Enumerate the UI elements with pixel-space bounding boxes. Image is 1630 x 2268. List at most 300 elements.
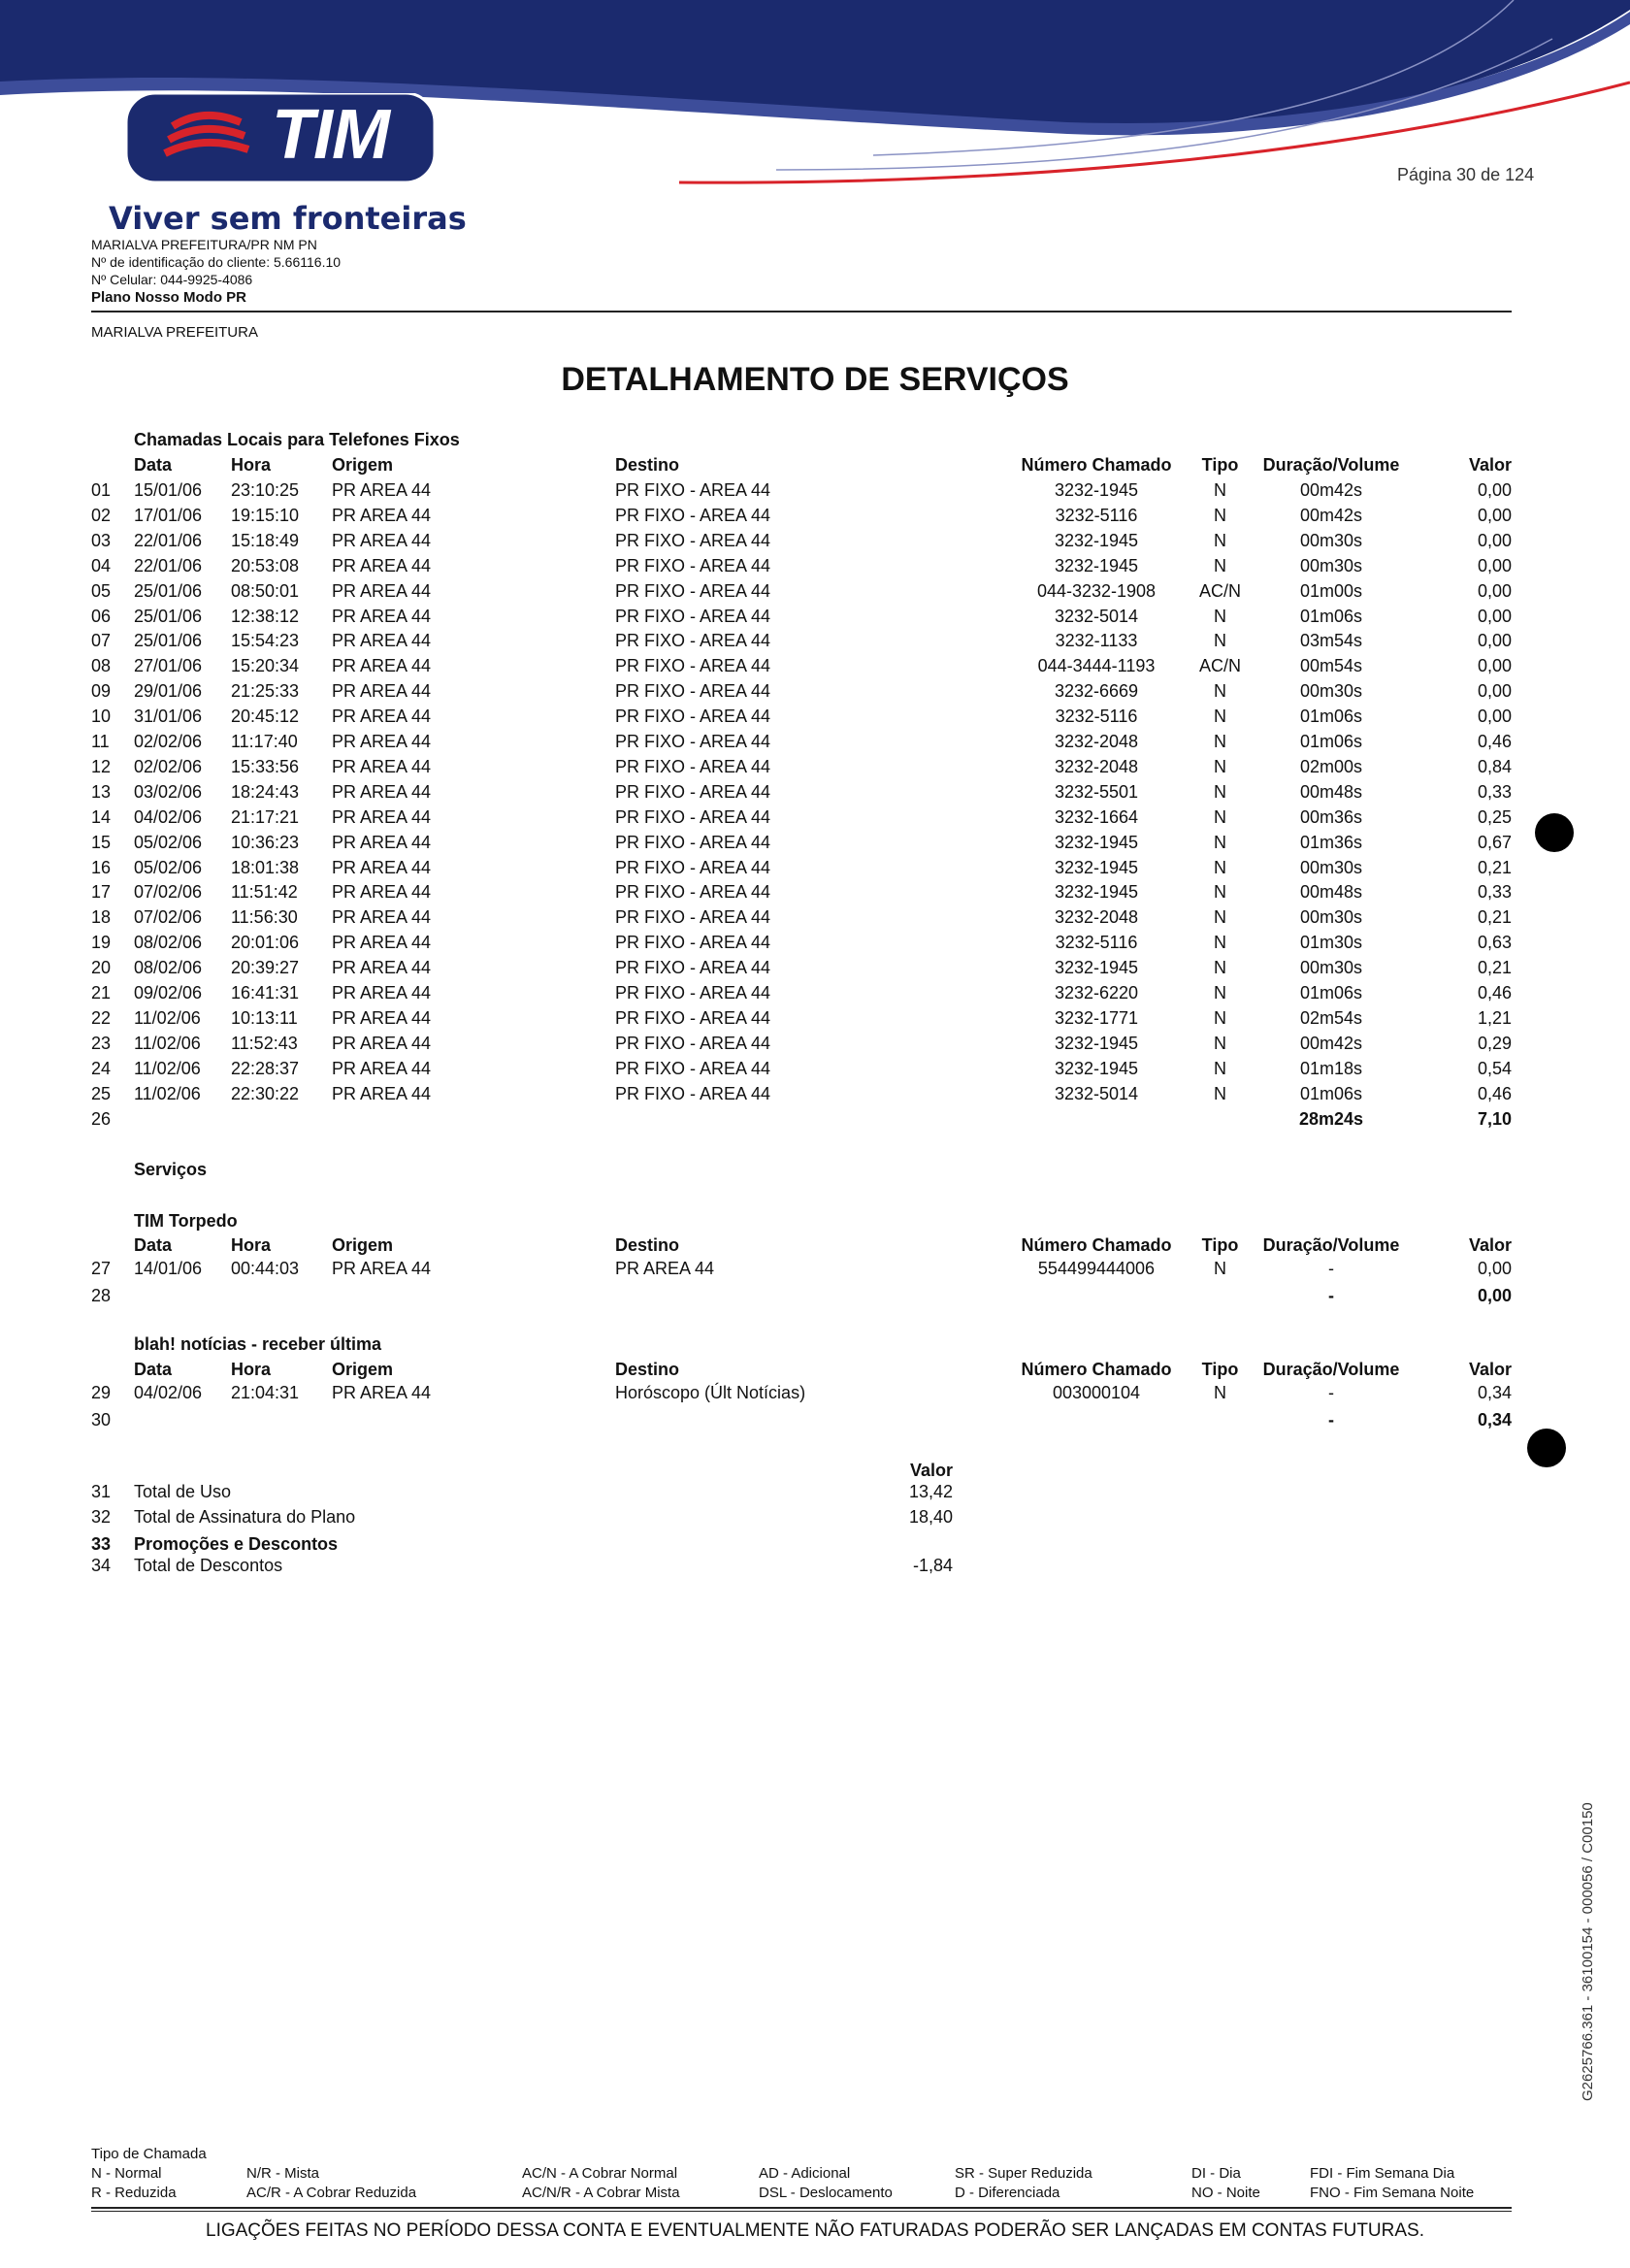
cell-hora: 21:04:31: [231, 1383, 300, 1402]
cell-origem: PR AREA 44: [332, 882, 432, 903]
row-number: 25: [91, 1083, 112, 1103]
cell-numero: 3232-6669: [1054, 681, 1139, 702]
cell-data: 17/01/06: [134, 505, 203, 525]
cell-tipo: N: [1214, 1058, 1226, 1078]
table-row: [0, 1031, 1630, 1056]
cell-origem: PR AREA 44: [332, 480, 432, 500]
client-id: Nº de identificação do cliente: 5.66116.10: [91, 254, 342, 270]
cell-hora: 00:44:03: [231, 1259, 300, 1278]
section-title-services: Serviços: [134, 1160, 208, 1179]
col-destino: Destino: [615, 1235, 680, 1255]
cell-tipo: AC/N: [1198, 580, 1241, 601]
cell-destino: PR FIXO - AREA 44: [615, 480, 771, 500]
cell-data: 02/02/06: [134, 732, 203, 751]
cell-origem: PR AREA 44: [332, 1033, 432, 1053]
cell-duracao: 01m06s: [1299, 1083, 1363, 1103]
total-duration: -: [1328, 1286, 1334, 1305]
cell-tipo: N: [1214, 983, 1226, 1003]
row-number: 34: [91, 1556, 112, 1575]
cell-data: 02/02/06: [134, 756, 203, 776]
cell-destino: PR FIXO - AREA 44: [615, 832, 771, 852]
total-duration: -: [1328, 1410, 1334, 1430]
table-row: [0, 1056, 1630, 1081]
col-hora: Hora: [231, 455, 272, 475]
legend-item: DI - Dia: [1191, 2165, 1241, 2182]
cell-duracao: 01m06s: [1299, 732, 1363, 751]
plan-name: Plano Nosso Modo PR: [91, 289, 247, 306]
cell-origem: PR AREA 44: [332, 781, 432, 802]
cell-data: 15/01/06: [134, 480, 203, 500]
row-number: 29: [91, 1383, 112, 1402]
cell-origem: PR AREA 44: [332, 606, 432, 626]
cell-destino: PR FIXO - AREA 44: [615, 983, 771, 1003]
cell-valor: 0,00: [1477, 555, 1512, 575]
table-row: [0, 528, 1630, 553]
cell-data: 25/01/06: [134, 631, 203, 651]
cell-duracao: 00m30s: [1299, 907, 1363, 928]
slogan: Viver sem fronteiras: [109, 200, 467, 237]
cell-destino: PR FIXO - AREA 44: [615, 606, 771, 626]
cell-numero: 3232-1945: [1054, 530, 1139, 550]
col-tipo: Tipo: [1201, 455, 1239, 475]
cell-destino: PR FIXO - AREA 44: [615, 580, 771, 601]
col-data: Data: [134, 1235, 173, 1255]
legend-item: FNO - Fim Semana Noite: [1310, 2185, 1475, 2201]
table-row: [0, 830, 1630, 855]
cell-destino: PR FIXO - AREA 44: [615, 1007, 771, 1028]
cell-origem: PR AREA 44: [332, 530, 432, 550]
section-title-local-calls: Chamadas Locais para Telefones Fixos: [134, 430, 460, 449]
cell-numero: 044-3444-1193: [1037, 656, 1156, 676]
cell-valor: 0,00: [1477, 1259, 1512, 1278]
total-label: Total de Descontos: [134, 1556, 283, 1575]
cell-destino: PR FIXO - AREA 44: [615, 732, 771, 751]
cell-origem: PR AREA 44: [332, 933, 432, 953]
cell-tipo: N: [1214, 781, 1226, 802]
cell-hora: 18:01:38: [231, 857, 300, 877]
cell-destino: PR FIXO - AREA 44: [615, 933, 771, 953]
cell-duracao: -: [1328, 1383, 1334, 1402]
cell-origem: PR AREA 44: [332, 656, 432, 676]
cell-tipo: N: [1214, 958, 1226, 978]
cell-valor: 0,46: [1477, 983, 1512, 1003]
cell-hora: 20:53:08: [231, 555, 300, 575]
cell-hora: 23:10:25: [231, 480, 300, 500]
total-value: 0,34: [1477, 1410, 1512, 1430]
cell-tipo: N: [1214, 707, 1226, 727]
cell-hora: 11:56:30: [231, 907, 298, 928]
footer-note: LIGAÇÕES FEITAS NO PERÍODO DESSA CONTA E EVENTUALMENTE NÃO FATURADAS PODERÃO SER LANÇADAS EM CONTAS FUTURAS.: [206, 2220, 1424, 2241]
punch-hole-mark: [1535, 813, 1574, 852]
legend-item: R - Reduzida: [91, 2185, 177, 2201]
col-duracao: Duração/Volume: [1262, 1360, 1400, 1379]
cell-origem: PR AREA 44: [332, 1259, 432, 1278]
table-row: [0, 503, 1630, 528]
cell-tipo: N: [1214, 806, 1226, 827]
cell-data: 22/01/06: [134, 555, 203, 575]
legend-item: N - Normal: [91, 2165, 162, 2182]
cell-numero: 3232-1945: [1054, 555, 1139, 575]
cell-duracao: 01m06s: [1299, 606, 1363, 626]
cell-duracao: 00m48s: [1299, 882, 1363, 903]
cell-numero: 3232-5116: [1055, 707, 1138, 727]
cell-destino: PR FIXO - AREA 44: [615, 1033, 771, 1053]
cell-hora: 11:52:43: [231, 1033, 298, 1053]
cell-valor: 0,63: [1477, 933, 1512, 953]
cell-origem: PR AREA 44: [332, 983, 432, 1003]
cell-origem: PR AREA 44: [332, 555, 432, 575]
cell-hora: 15:20:34: [231, 656, 300, 676]
cell-numero: 554499444006: [1037, 1259, 1156, 1278]
side-reference-code: G2625766.361 - 36100154 - 000056 / C00150: [1580, 1802, 1596, 2101]
cell-data: 14/01/06: [134, 1259, 203, 1278]
cell-duracao: 00m30s: [1299, 530, 1363, 550]
cell-valor: 0,00: [1477, 505, 1512, 525]
col-duracao: Duração/Volume: [1262, 1235, 1400, 1255]
cell-valor: 0,00: [1477, 480, 1512, 500]
col-valor: Valor: [1468, 1360, 1512, 1379]
row-number: 14: [91, 806, 112, 827]
total-duration: 28m24s: [1298, 1109, 1364, 1129]
legend-item: D - Diferenciada: [955, 2185, 1060, 2201]
total-value: 13,42: [908, 1482, 953, 1501]
legend-item: AD - Adicional: [759, 2165, 851, 2182]
col-valor: Valor: [1468, 1235, 1512, 1255]
cell-data: 11/02/06: [134, 1007, 201, 1028]
cell-destino: PR FIXO - AREA 44: [615, 505, 771, 525]
cell-duracao: 01m30s: [1299, 933, 1363, 953]
cell-origem: PR AREA 44: [332, 832, 432, 852]
torpedo-title: TIM Torpedo: [134, 1211, 238, 1231]
row-number: 18: [91, 907, 112, 928]
row-number: 28: [91, 1286, 112, 1305]
row-number: 02: [91, 505, 112, 525]
cell-origem: PR AREA 44: [332, 681, 432, 702]
legend-item: SR - Super Reduzida: [955, 2165, 1092, 2182]
cell-hora: 15:33:56: [231, 756, 300, 776]
row-number: 16: [91, 857, 112, 877]
legend-item: AC/R - A Cobrar Reduzida: [246, 2185, 417, 2201]
cell-data: 08/02/06: [134, 933, 203, 953]
cell-valor: 0,00: [1477, 681, 1512, 702]
cell-valor: 1,21: [1477, 1007, 1512, 1028]
cell-data: 05/02/06: [134, 832, 203, 852]
torpedo-column-header: [0, 1233, 1630, 1258]
cell-valor: 0,00: [1477, 530, 1512, 550]
cell-destino: PR FIXO - AREA 44: [615, 530, 771, 550]
cell-valor: 0,67: [1477, 832, 1512, 852]
cell-tipo: N: [1214, 756, 1226, 776]
cell-tipo: N: [1214, 1033, 1226, 1053]
cell-data: 08/02/06: [134, 958, 203, 978]
cell-tipo: N: [1214, 1083, 1226, 1103]
total-value: 7,10: [1477, 1109, 1512, 1129]
legend-item: NO - Noite: [1191, 2185, 1260, 2201]
cell-tipo: N: [1214, 1007, 1226, 1028]
table-row: [0, 704, 1630, 729]
cell-destino: PR FIXO - AREA 44: [615, 1083, 771, 1103]
total-descontos-row: [0, 1553, 1630, 1578]
col-destino: Destino: [615, 1360, 680, 1379]
cell-data: 11/02/06: [134, 1058, 201, 1078]
cell-hora: 20:01:06: [231, 933, 300, 953]
row-number: 09: [91, 681, 112, 702]
table-row: [0, 1005, 1630, 1031]
row-number: 08: [91, 656, 112, 676]
page-indicator: Página 30 de 124: [1397, 165, 1535, 184]
cell-tipo: AC/N: [1198, 656, 1241, 676]
cell-hora: 12:38:12: [231, 606, 300, 626]
divider: [91, 311, 1512, 312]
cell-numero: 3232-1945: [1054, 958, 1139, 978]
row-number: 07: [91, 631, 112, 651]
cell-data: 11/02/06: [134, 1033, 201, 1053]
cell-duracao: -: [1328, 1259, 1334, 1278]
cell-data: 25/01/06: [134, 580, 203, 601]
cell-duracao: 01m18s: [1299, 1058, 1363, 1078]
cell-origem: PR AREA 44: [332, 857, 432, 877]
totals-valor-header: Valor: [909, 1461, 953, 1480]
cell-duracao: 00m30s: [1299, 555, 1363, 575]
cell-destino: PR FIXO - AREA 44: [615, 806, 771, 827]
col-numero: Número Chamado: [1021, 1360, 1172, 1379]
cell-destino: PR AREA 44: [615, 1259, 715, 1278]
local-calls-total-row: [0, 1106, 1630, 1132]
col-numero: Número Chamado: [1021, 455, 1172, 475]
cell-destino: PR FIXO - AREA 44: [615, 907, 771, 928]
cell-numero: 3232-5014: [1054, 1083, 1139, 1103]
row-number: 04: [91, 555, 112, 575]
cell-data: 09/02/06: [134, 983, 203, 1003]
table-row: [0, 1256, 1630, 1281]
cell-tipo: N: [1214, 907, 1226, 928]
legend-item: AC/N/R - A Cobrar Mista: [522, 2185, 680, 2201]
cell-duracao: 01m06s: [1299, 983, 1363, 1003]
cell-data: 25/01/06: [134, 606, 203, 626]
punch-hole-mark: [1527, 1429, 1566, 1467]
cell-numero: 3232-2048: [1054, 732, 1139, 751]
row-number: 26: [91, 1109, 112, 1129]
total-value: 18,40: [908, 1507, 953, 1527]
cell-duracao: 00m54s: [1299, 656, 1363, 676]
col-origem: Origem: [332, 1235, 394, 1255]
table-row: [0, 779, 1630, 805]
row-number: 03: [91, 530, 112, 550]
legend-item: N/R - Mista: [246, 2165, 319, 2182]
cell-origem: PR AREA 44: [332, 631, 432, 651]
table-row: [0, 879, 1630, 904]
cell-numero: 003000104: [1052, 1383, 1141, 1402]
cell-hora: 15:54:23: [231, 631, 300, 651]
cell-duracao: 00m30s: [1299, 681, 1363, 702]
cell-duracao: 00m42s: [1299, 1033, 1363, 1053]
cell-number: Nº Celular: 044-9925-4086: [91, 272, 253, 287]
row-number: 13: [91, 781, 112, 802]
row-number: 23: [91, 1033, 112, 1053]
col-tipo: Tipo: [1201, 1235, 1239, 1255]
cell-tipo: N: [1214, 530, 1226, 550]
table-row: [0, 855, 1630, 880]
cell-hora: 16:41:31: [231, 983, 300, 1003]
row-number: 32: [91, 1507, 112, 1527]
col-hora: Hora: [231, 1235, 272, 1255]
cell-data: 04/02/06: [134, 806, 203, 827]
cell-data: 29/01/06: [134, 681, 203, 702]
cell-destino: PR FIXO - AREA 44: [615, 781, 771, 802]
col-destino: Destino: [615, 455, 680, 475]
cell-duracao: 02m00s: [1299, 756, 1363, 776]
cell-valor: 0,46: [1477, 732, 1512, 751]
cell-numero: 3232-6220: [1054, 983, 1139, 1003]
torpedo-total-row: [0, 1283, 1630, 1308]
row-number: 22: [91, 1007, 112, 1028]
cell-valor: 0,21: [1477, 907, 1512, 928]
divider: [91, 2207, 1512, 2209]
cell-tipo: N: [1214, 631, 1226, 651]
table-row: [0, 930, 1630, 955]
table-row: [0, 955, 1630, 980]
cell-origem: PR AREA 44: [332, 958, 432, 978]
cell-data: 31/01/06: [134, 707, 203, 727]
cell-valor: 0,00: [1477, 580, 1512, 601]
cell-numero: 3232-5116: [1055, 505, 1138, 525]
cell-numero: 3232-1771: [1054, 1007, 1139, 1028]
cell-tipo: N: [1214, 832, 1226, 852]
total-assinatura-row: [0, 1504, 1630, 1529]
column-header-row: [0, 452, 1630, 477]
cell-duracao: 03m54s: [1299, 631, 1363, 651]
cell-origem: PR AREA 44: [332, 1083, 432, 1103]
cell-numero: 3232-1664: [1054, 806, 1139, 827]
row-number: 21: [91, 983, 112, 1003]
table-row: [0, 805, 1630, 830]
row-number: 15: [91, 832, 112, 852]
cell-numero: 3232-5116: [1055, 933, 1138, 953]
row-number: 17: [91, 882, 112, 903]
cell-duracao: 01m06s: [1299, 707, 1363, 727]
cell-duracao: 00m42s: [1299, 480, 1363, 500]
row-number: 01: [91, 480, 112, 500]
cell-data: 07/02/06: [134, 882, 203, 903]
cell-destino: PR FIXO - AREA 44: [615, 681, 771, 702]
cell-valor: 0,00: [1477, 656, 1512, 676]
cell-numero: 3232-1945: [1054, 1058, 1139, 1078]
cell-valor: 0,33: [1477, 882, 1512, 903]
table-row: [0, 904, 1630, 930]
promocoes-label: Promoções e Descontos: [134, 1534, 339, 1554]
cell-destino: PR FIXO - AREA 44: [615, 656, 771, 676]
row-number: 06: [91, 606, 112, 626]
cell-tipo: N: [1214, 606, 1226, 626]
cell-origem: PR AREA 44: [332, 1007, 432, 1028]
col-tipo: Tipo: [1201, 1360, 1239, 1379]
cell-tipo: N: [1214, 882, 1226, 903]
row-number: 19: [91, 933, 112, 953]
cell-numero: 044-3232-1908: [1036, 580, 1157, 601]
legend-title: Tipo de Chamada: [91, 2146, 207, 2162]
row-number: 27: [91, 1259, 112, 1278]
cell-valor: 0,29: [1477, 1033, 1512, 1053]
cell-numero: 3232-5014: [1054, 606, 1139, 626]
cell-data: 11/02/06: [134, 1083, 201, 1103]
cell-hora: 19:15:10: [231, 505, 300, 525]
total-label: Total de Assinatura do Plano: [134, 1507, 356, 1527]
cell-hora: 11:17:40: [231, 732, 298, 751]
cell-hora: 22:28:37: [231, 1058, 300, 1078]
logo-text: TIM: [272, 96, 389, 174]
col-origem: Origem: [332, 1360, 394, 1379]
cell-tipo: N: [1214, 555, 1226, 575]
col-valor: Valor: [1468, 455, 1512, 475]
row-number: 20: [91, 958, 112, 978]
col-duracao: Duração/Volume: [1262, 455, 1400, 475]
cell-origem: PR AREA 44: [332, 707, 432, 727]
table-row: [0, 729, 1630, 754]
cell-numero: 3232-1945: [1054, 832, 1139, 852]
cell-hora: 21:17:21: [231, 806, 300, 827]
cell-duracao: 02m54s: [1299, 1007, 1363, 1028]
customer-name: MARIALVA PREFEITURA/PR NM PN: [91, 237, 317, 252]
cell-destino: PR FIXO - AREA 44: [615, 756, 771, 776]
total-value: -1,84: [912, 1556, 953, 1575]
cell-tipo: N: [1214, 1259, 1226, 1278]
cell-valor: 0,00: [1477, 606, 1512, 626]
legend-item: FDI - Fim Semana Dia: [1310, 2165, 1455, 2182]
cell-destino: PR FIXO - AREA 44: [615, 958, 771, 978]
cell-valor: 0,46: [1477, 1083, 1512, 1103]
cell-destino: PR FIXO - AREA 44: [615, 631, 771, 651]
cell-numero: 3232-1945: [1054, 857, 1139, 877]
col-data: Data: [134, 455, 173, 475]
cell-destino: PR FIXO - AREA 44: [615, 857, 771, 877]
cell-origem: PR AREA 44: [332, 1058, 432, 1078]
row-number: 31: [91, 1482, 112, 1501]
cell-valor: 0,84: [1477, 756, 1512, 776]
table-row: [0, 678, 1630, 704]
cell-data: 07/02/06: [134, 907, 203, 928]
cell-tipo: N: [1214, 681, 1226, 702]
cell-duracao: 00m36s: [1299, 806, 1363, 827]
cell-tipo: N: [1214, 480, 1226, 500]
cell-hora: 20:45:12: [231, 707, 300, 727]
cell-tipo: N: [1214, 1383, 1226, 1402]
cell-duracao: 00m48s: [1299, 781, 1363, 802]
table-row: [0, 553, 1630, 578]
cell-data: 04/02/06: [134, 1383, 203, 1402]
cell-destino: PR FIXO - AREA 44: [615, 882, 771, 903]
cell-tipo: N: [1214, 857, 1226, 877]
cell-valor: 0,00: [1477, 631, 1512, 651]
legend-item: DSL - Deslocamento: [759, 2185, 893, 2201]
cell-numero: 3232-1945: [1054, 480, 1139, 500]
cell-valor: 0,34: [1477, 1383, 1512, 1402]
row-number: 24: [91, 1058, 112, 1078]
table-row: [0, 578, 1630, 604]
cell-valor: 0,25: [1477, 806, 1512, 827]
col-numero: Número Chamado: [1021, 1235, 1172, 1255]
row-number: 30: [91, 1410, 112, 1430]
cell-duracao: 01m00s: [1299, 580, 1363, 601]
total-uso-row: [0, 1479, 1630, 1504]
cell-duracao: 00m30s: [1299, 857, 1363, 877]
table-row: [0, 1081, 1630, 1106]
col-data: Data: [134, 1360, 173, 1379]
cell-numero: 3232-1945: [1054, 1033, 1139, 1053]
cell-valor: 0,33: [1477, 781, 1512, 802]
cell-valor: 0,21: [1477, 958, 1512, 978]
table-row: [0, 980, 1630, 1005]
cell-destino: PR FIXO - AREA 44: [615, 707, 771, 727]
